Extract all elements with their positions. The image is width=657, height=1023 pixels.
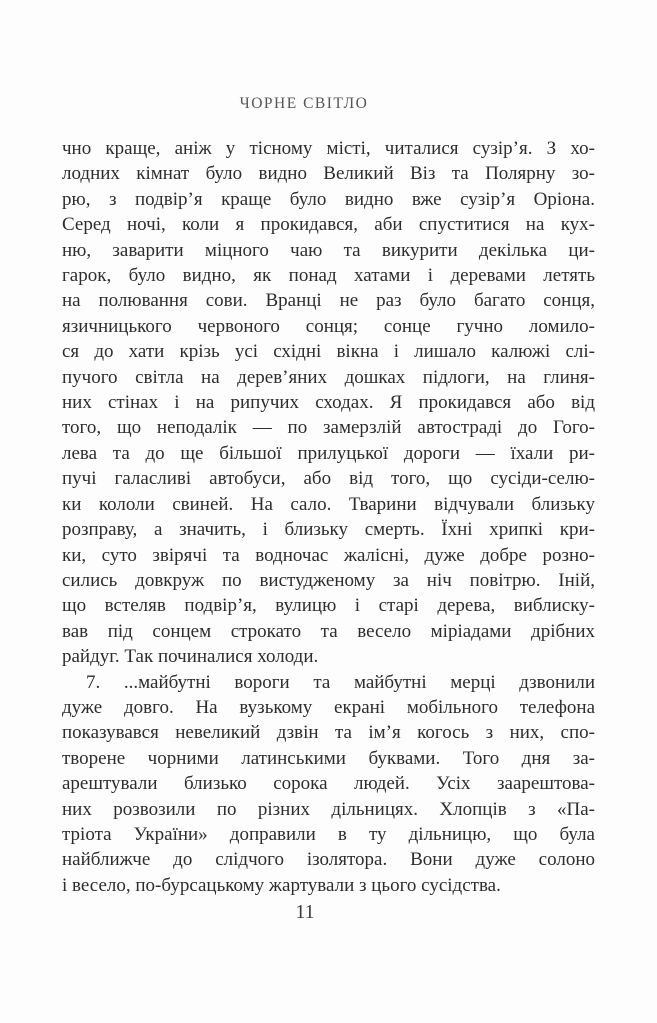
page-number: 11 bbox=[295, 901, 315, 923]
text-line: що встеляв подвір’я, вулицю і старі дерева, виблиску- bbox=[62, 595, 595, 617]
text-line: Серед ночі, коли я прокидався, аби спуститися на кух- bbox=[62, 214, 595, 236]
running-head: ЧОРНЕ СВІТЛО bbox=[239, 95, 369, 112]
text-line: на полювання сови. Вранці не раз було багато сонця, bbox=[62, 290, 595, 312]
text-line: райдуг. Так починалися холоди. bbox=[62, 646, 319, 668]
body-text bbox=[62, 136, 595, 898]
text-line: гарок, було видно, як понад хатами і деревами летять bbox=[62, 265, 595, 287]
text-line: і весело, по-бурсацькому жартували з цього сусідства. bbox=[62, 874, 501, 896]
paragraph bbox=[62, 670, 595, 899]
text-line: ся до хати крізь усі східні вікна і лишало калюжі слі- bbox=[62, 341, 595, 363]
text-line: ки, суто звірячі та водночас жалісні, дуже добре розно- bbox=[62, 544, 595, 566]
text-line: розправу, а значить, і близьку смерть. Їхні хрипкі кри- bbox=[62, 519, 595, 541]
text-line: дуже довго. На вузькому екрані мобільного телефона bbox=[62, 696, 595, 718]
text-line: вав під сонцем строкато та весело міріадами дрібних bbox=[62, 620, 595, 642]
text-line: лева та до ще більшої прилуцької дороги — їхали ри- bbox=[62, 442, 595, 464]
text-line: творене чорними латинськими буквами. Того дня за- bbox=[62, 747, 595, 769]
text-line: показувався невеликий дзвін та ім’я когось з них, спо- bbox=[62, 722, 595, 744]
paragraph bbox=[62, 136, 595, 670]
text-line: них стінах і на рипучих сходах. Я прокидався або від bbox=[62, 392, 595, 414]
text-line: пучі галасливі автобуси, або від того, що сусіди-селю- bbox=[62, 468, 595, 490]
text-line: пучого світла на дерев’яних дошках підлоги, на глиня- bbox=[62, 366, 595, 388]
text-line: тріота України» доправили в ту дільницю, що була bbox=[62, 823, 595, 845]
text-line: арештували близько сорока людей. Усіх заарештова- bbox=[62, 773, 595, 795]
text-line: ки кололи свиней. На сало. Тварини відчували близьку bbox=[62, 493, 595, 515]
text-line: сились довкруж по вистудженому за ніч повітрю. Іній, bbox=[62, 569, 595, 591]
text-line: них розвозили по різних дільницях. Хлопців з «Па- bbox=[62, 798, 595, 820]
text-line: лодних кімнат було видно Великий Віз та Полярну зо- bbox=[62, 163, 595, 185]
text-line: чно краще, аніж у тісному місті, читалися сузір’я. З хо- bbox=[62, 138, 595, 159]
text-line: ню, заварити міцного чаю та викурити декілька ци- bbox=[62, 239, 595, 261]
text-line: язичницького червоного сонця; сонце гучно ломило- bbox=[62, 315, 595, 337]
text-line: найближче до слідчого ізолятора. Вони дуже солоно bbox=[62, 849, 595, 871]
text-line: рю, з подвір’я краще було видно вже сузір’я Оріона. bbox=[62, 188, 595, 210]
text-line: 7. ...майбутні вороги та майбутні мерці дзвонили bbox=[86, 671, 595, 693]
text-line: того, що неподалік — по замерзлій автостраді до Гого- bbox=[62, 417, 595, 439]
